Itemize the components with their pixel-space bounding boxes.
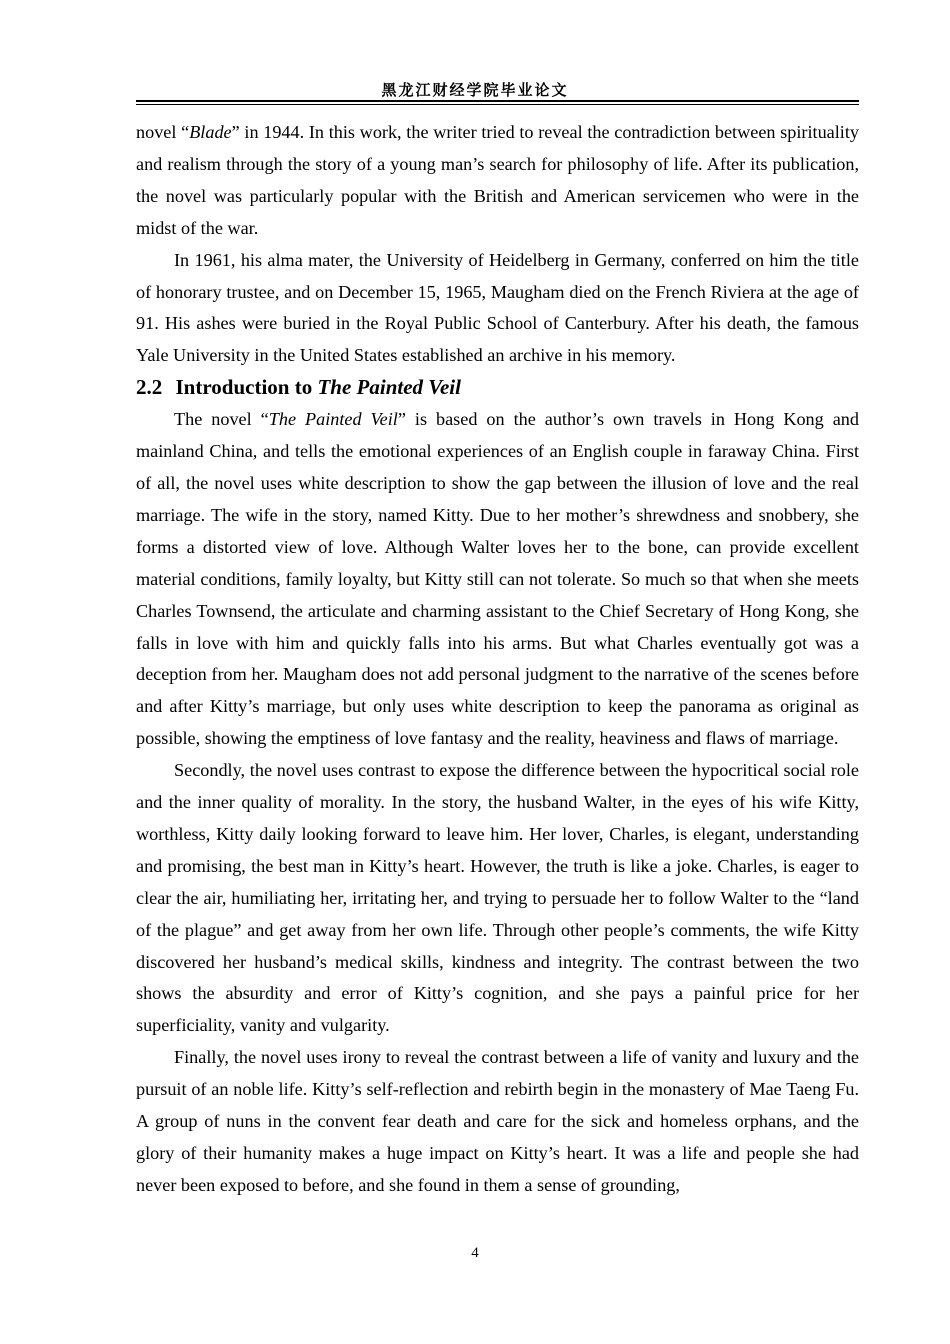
paragraph-text: novel “: [136, 122, 190, 142]
paragraph-text: The novel “: [174, 409, 269, 430]
header-rule-thin: [136, 104, 859, 105]
paragraph-death: In 1961, his alma mater, the University of Heidelberg in Germany, conferred on him the title of honorary trustee, and on December 15, 1965, Maugham died on the French Riviera at the age of 91. His ashes were buried in the Royal Public School of Canterbury. After his death, the famous Yale University in the United States established an archive in his memory.: [136, 249, 859, 366]
page-body: [136, 117, 859, 1202]
paragraph-intro: [136, 404, 859, 755]
header-rule-thick: [136, 100, 859, 102]
running-header: 黑龙江财经学院毕业论文: [381, 81, 569, 99]
book-title-italic: Blade: [189, 122, 232, 142]
section-number: 2.2: [136, 375, 163, 400]
book-title-italic: The Painted Veil: [268, 409, 398, 430]
section-heading: [136, 372, 859, 404]
paragraph-contrast: Secondly, the novel uses contrast to expose the difference between the hypocritical social role and the inner quality of morality. In the story, the husband Walter, in the eyes of his wife Kitty, worthless, Kitty daily looking forward to leave him. Her lover, Charles, is elegant, understanding and promising, the best man in Kitty’s heart. However, the truth is like a joke. Charles, is eager to clear the air, humiliating her, irritating her, and trying to persuade her to follow Walter to the “land of the plague” and get away from her own life. Through other people’s comments, the wife Kitty discovered her husband’s medical skills, kindness and integrity. The contrast between the two shows the absurdity and error of Kitty’s cognition, and she pays a painful price for her superficiality, vanity and vulgarity.: [136, 760, 859, 1036]
section-title-italic: The Painted Veil: [317, 375, 461, 400]
paragraph-blade: [136, 117, 859, 245]
section-title-prefix: Introduction to: [175, 375, 318, 400]
paragraph-irony: Finally, the novel uses irony to reveal the contrast between a life of vanity and luxury and the pursuit of an noble life. Kitty’s self-reflection and rebirth begin in the monastery of Mae Taeng Fu. A group of nuns in the convent fear death and care for the sick and homeless orphans, and the glory of their humanity makes a huge impact on Kitty’s heart. It was a life and people she had never been exposed to before, and she found in them a sense of grounding,: [136, 1047, 859, 1195]
paragraph-text: ” is based on the author’s own travels in Hong Kong and mainland China, and tells the emotional experiences of an English couple in faraway China. First of all, the novel uses white description to show the gap between the illusion of love and the real marriage. The wife in the story, named Kitty. Due to her mother’s shrewdness and snobbery, she forms a distorted view of love. Although Walter loves her to the bone, can provide excellent material conditions, family loyalty, but Kitty still can not tolerate. So much so that when she meets Charles Townsend, the articulate and charming assistant to the Chief Secretary of Hong Kong, she falls in love with him and quickly falls into his arms. But what Charles eventually got was a deception from her. Maugham does not add personal judgment to the narrative of the scenes before and after Kitty’s marriage, but only uses white description to keep the panorama as original as possible, showing the emptiness of love fantasy and the reality, heaviness and flaws of marriage.: [136, 409, 859, 749]
page-number: 4: [471, 1245, 479, 1261]
paragraph-text: ” in 1944. In this work, the writer tried to reveal the contradiction between spirituality and realism through the story of a young man’s search for philosophy of life. After its publication, the novel was particularly popular with the British and American servicemen who were in the midst of the war.: [136, 122, 859, 238]
